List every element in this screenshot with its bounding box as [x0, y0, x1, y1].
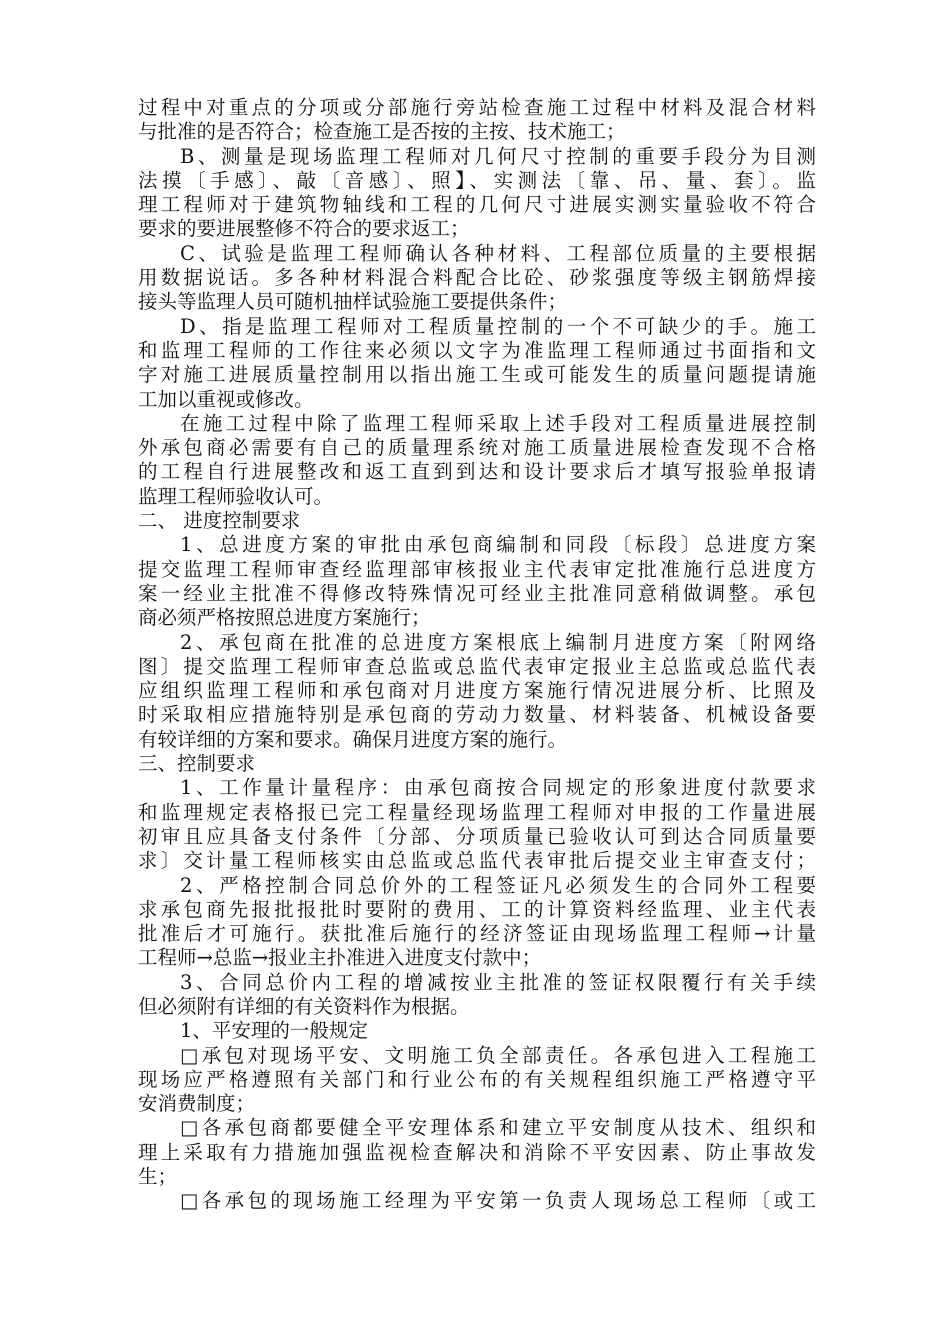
text-line: 1、平安理的一般规定 — [180, 1019, 368, 1043]
text-line: C、试验是监理工程师确认各种材料、工程部位质量的主要根据 — [180, 241, 816, 265]
text-line: 过程中对重点的分项或分部施行旁站检查施工过程中材料及混合材料 — [138, 96, 816, 119]
text-line: 提交监理工程师审查经监理部审核报业主代表审定批准施行总进度方 — [138, 557, 816, 581]
text-line: 字对施工进展质量控制用以指出施工生或可能发生的质量问题提请施 — [138, 363, 816, 387]
text-line: 外承包商必需要有自己的质量理系统对施工质量进展检查发现不合格 — [138, 436, 816, 460]
text-line: 商必须严格按照总进度方案施行； — [138, 606, 431, 630]
text-line: 在施工过程中除了监理工程师采取上述手段对工程质量进展控制 — [180, 411, 816, 435]
text-line: 时采取相应措施特别是承包商的劳动力数量、材料装备、机械设备要 — [138, 703, 816, 727]
text-line: 用数据说话。多各种材料混合料配合比砼、砂浆强度等级主钢筋焊接 — [138, 266, 816, 290]
text-line: 图〕提交监理工程师审查总监或总监代表审定报业主总监或总监代表 — [138, 654, 816, 678]
text-line: 求承包商先报批报批时要附的费用、工的计算资料经监理、业主代表 — [138, 897, 816, 921]
text-line: 初审且应具备支付条件〔分部、分项质量已验收认可到达合同质量要 — [138, 824, 816, 848]
text-line: 三、控制要求 — [138, 752, 256, 776]
text-line: 生； — [138, 1165, 178, 1189]
text-line: 批准后才可施行。获批准后施行的经济签证由现场监理工程师→计量 — [138, 922, 816, 946]
text-line: 理工程师对于建筑物轴线和工程的几何尺寸进展实测实量验收不符合 — [138, 193, 816, 217]
body-text — [138, 96, 816, 1214]
text-line: 工加以重视或修改。 — [138, 387, 314, 411]
text-line: 3、合同总价内工程的增减按业主批准的签证权限覆行有关手续 — [180, 970, 816, 994]
text-line: 有较详细的方案和要求。确保月进度方案的施行。 — [138, 727, 568, 751]
text-line: 应组织监理工程师和承包商对月进度方案施行情况进展分析、比照及 — [138, 679, 816, 703]
text-line: □承包对现场平安、文明施工负全部责任。各承包进入工程施工 — [180, 1043, 816, 1067]
text-line: 求〕交计量工程师核实由总监或总监代表审批后提交业主审查支付； — [138, 849, 816, 873]
text-line: D、指是监理工程师对工程质量控制的一个不可缺少的手。施工 — [180, 314, 816, 338]
text-line: 理上采取有力措施加强监视检查解决和消除不平安因素、防止事故发 — [138, 1140, 816, 1164]
text-line: 监理工程师验收认可。 — [138, 484, 334, 508]
text-line: □各承包商都要健全平安理体系和建立平安制度从技术、组织和 — [180, 1116, 816, 1140]
text-line: 案一经业主批准不得修改特殊情况可经业主批准同意稍做调整。承包 — [138, 581, 816, 605]
text-line: 接头等监理人员可随机抽样试验施工要提供条件； — [138, 290, 568, 314]
text-line: B、测量是现场监理工程师对几何尺寸控制的重要手段分为目测 — [180, 144, 816, 168]
text-line: 法摸〔手感〕、敲〔音感〕、照】、实测法〔靠、吊、量、套〕。监 — [138, 168, 816, 192]
text-line: 工程师→总监→报业主扑准进入进度支付款中； — [138, 946, 542, 970]
text-line: 2、承包商在批准的总进度方案根底上编制月进度方案〔附网络 — [180, 630, 816, 654]
text-line: 和监理规定表格报已完工程量经现场监理工程师对申报的工作量进展 — [138, 800, 816, 824]
text-line: 现场应严格遵照有关部门和行业公布的有关规程组织施工严格遵守平 — [138, 1067, 816, 1091]
text-line: 的工程自行进展整改和返工直到到达和设计要求后才填写报验单报请 — [138, 460, 816, 484]
text-line: □各承包的现场施工经理为平安第一负责人现场总工程师〔或工 — [180, 1189, 816, 1213]
text-line: 安消费制度； — [138, 1092, 256, 1116]
text-line: 1、总进度方案的审批由承包商编制和同段〔标段〕总进度方案 — [180, 533, 816, 557]
text-line: 1、工作量计量程序：由承包商按合同规定的形象进度付款要求 — [180, 776, 816, 800]
text-line: 二、 进度控制要求 — [138, 509, 301, 533]
text-line: 要求的要进展整修不符合的要求返工； — [138, 217, 470, 241]
text-line: 2、严格控制合同总价外的工程签证凡必须发生的合同外工程要 — [180, 873, 816, 897]
text-line: 和监理工程师的工作往来必须以文字为准监理工程师通过书面指和文 — [138, 338, 816, 362]
text-line: 但必须附有详细的有关资料作为根据。 — [138, 994, 470, 1018]
text-line: 与批准的是否符合；检查施工是否按的主按、技术施工； — [138, 120, 626, 144]
